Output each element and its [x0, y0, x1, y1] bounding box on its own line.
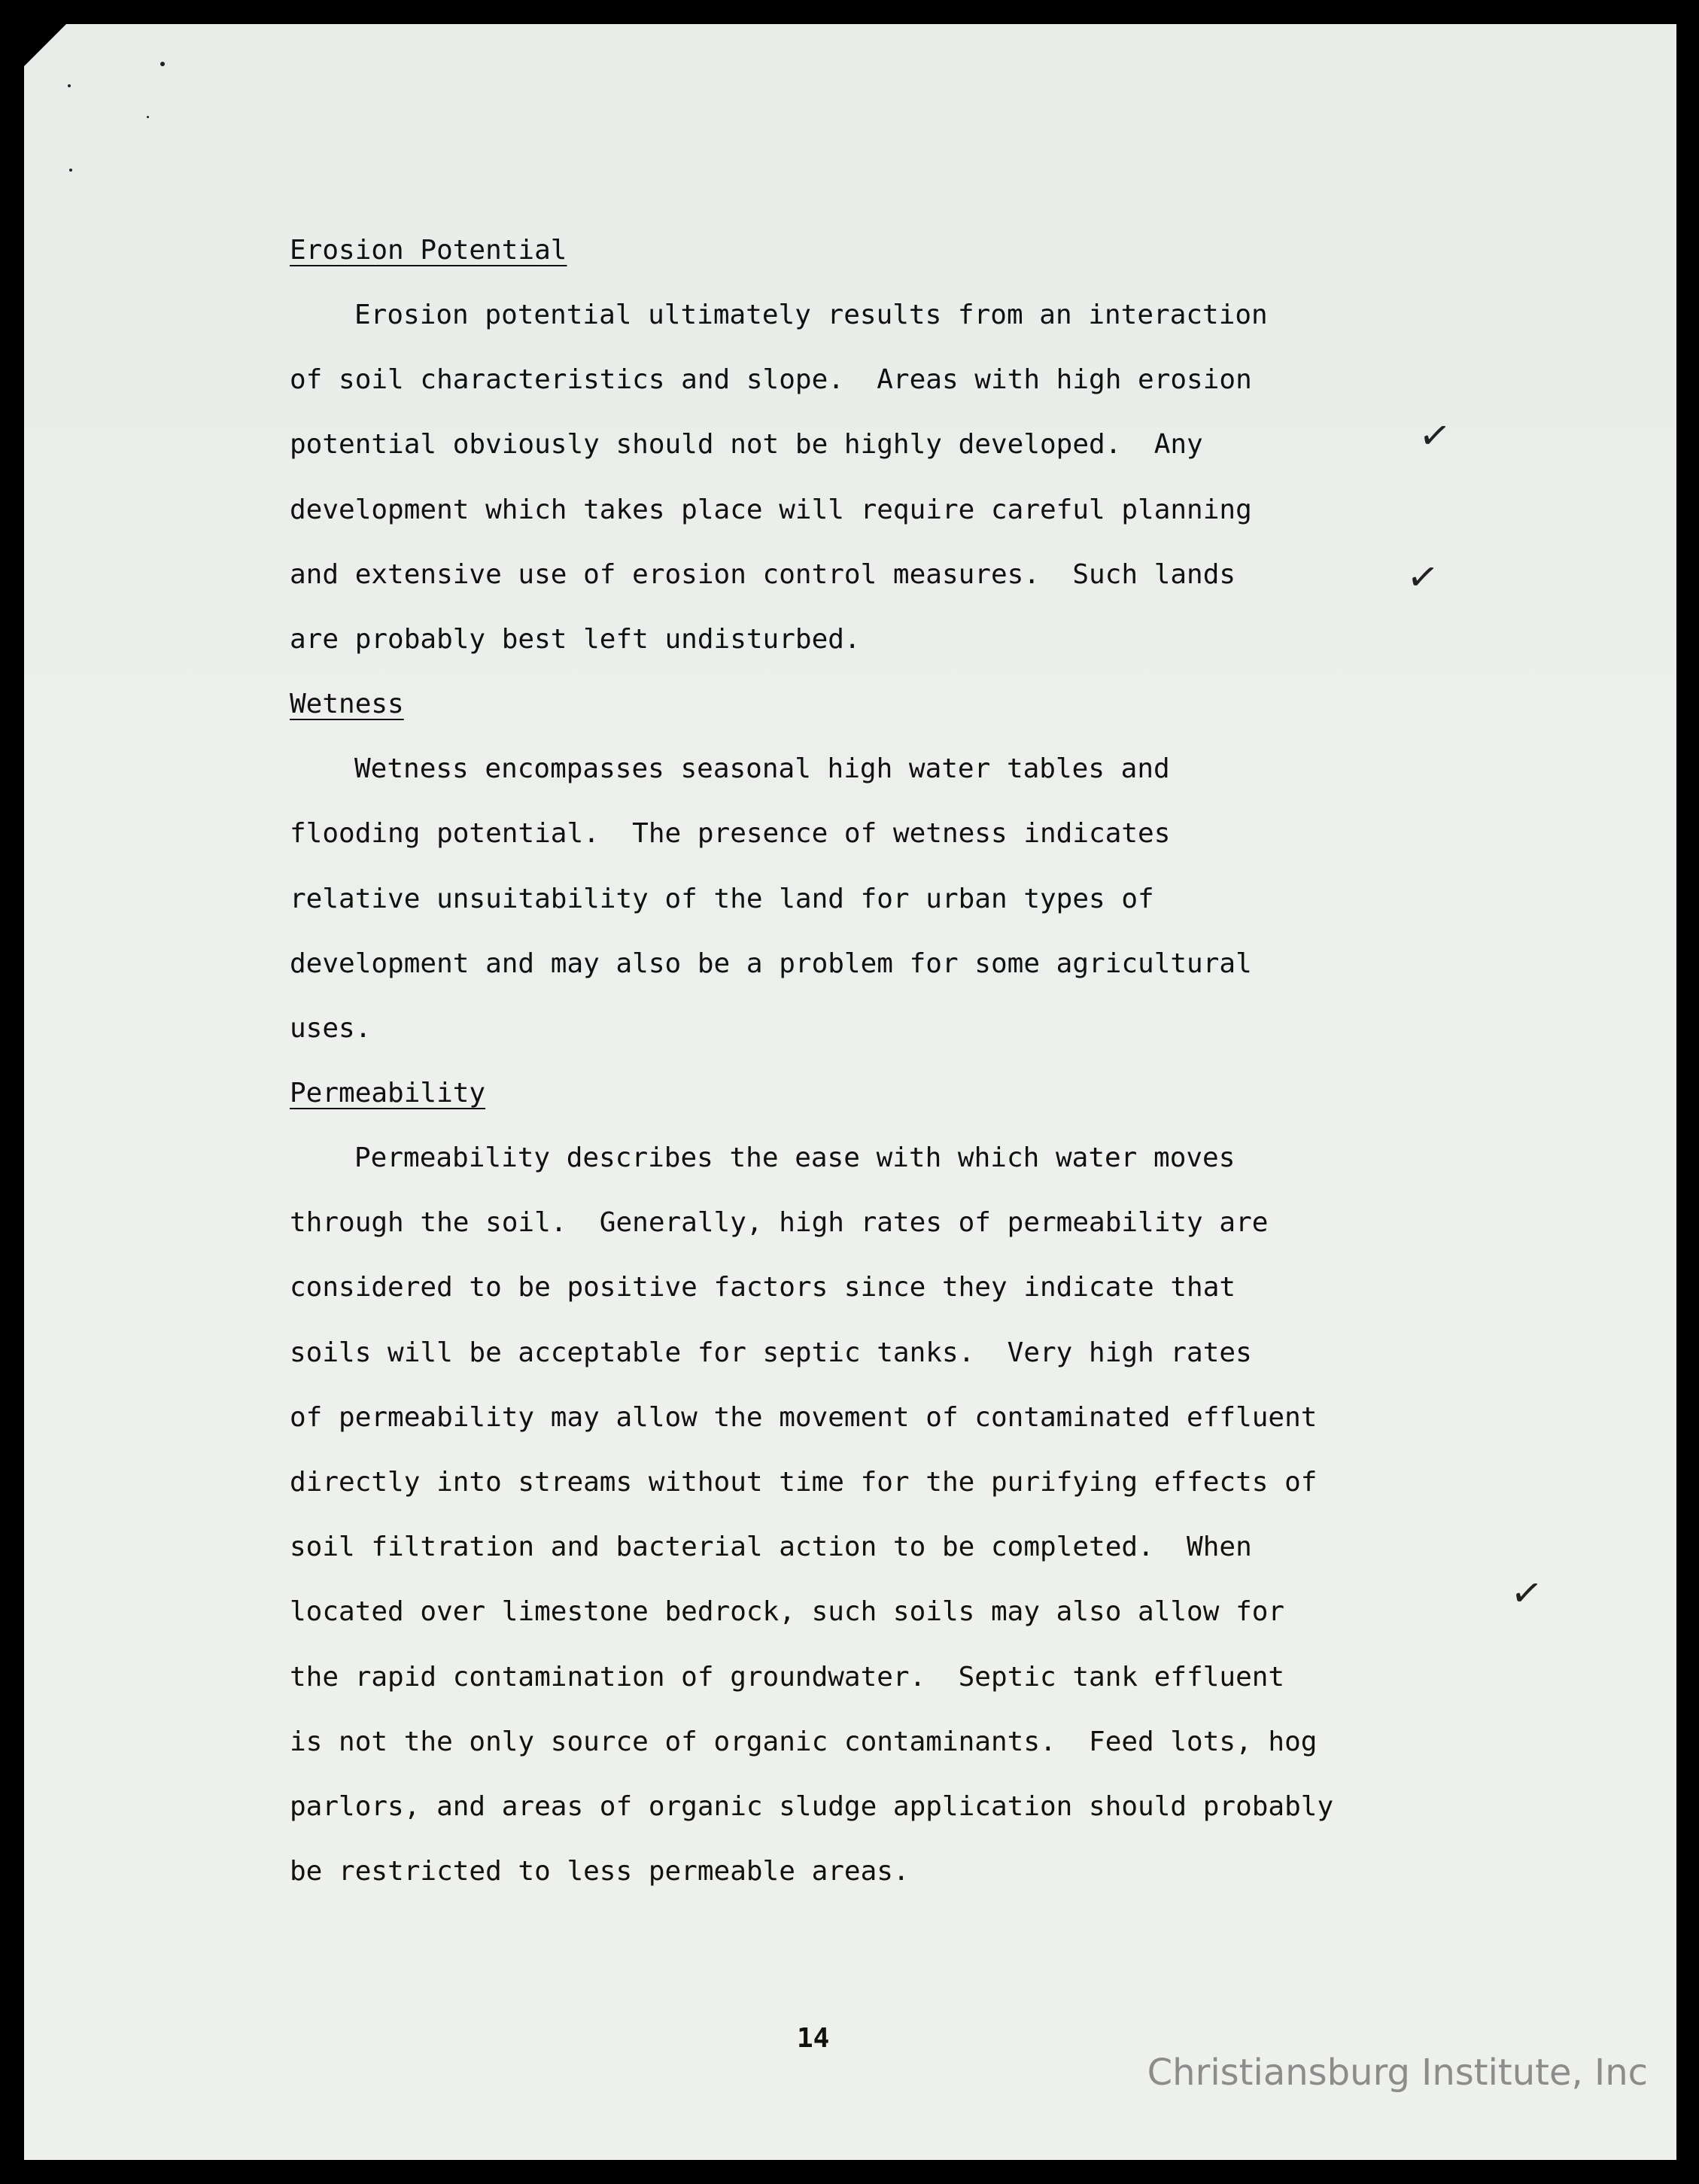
section-permeability — [290, 1061, 1433, 1904]
document-body — [290, 218, 1433, 1904]
paragraph-line: development which takes place will require careful planning — [290, 494, 1252, 525]
paragraph-line: soils will be acceptable for septic tanks. Very high rates — [290, 1337, 1252, 1368]
section-erosion-potential — [290, 218, 1433, 672]
paragraph-line: are probably best left undisturbed. — [290, 623, 861, 655]
section-heading: Permeability — [290, 1078, 486, 1109]
paragraph-line: and extensive use of erosion control measures. Such lands — [290, 558, 1236, 590]
paragraph-line: considered to be positive factors since they indicate that — [290, 1272, 1236, 1303]
checkmark-icon: ✓ — [1404, 553, 1442, 601]
speck-mark — [68, 84, 71, 87]
paragraph-line: development and may also be a problem for some agricultural — [290, 948, 1252, 979]
paragraph-line: of soil characteristics and slope. Areas with high erosion — [290, 364, 1252, 396]
speck-mark — [160, 62, 165, 66]
section-heading: Wetness — [290, 689, 404, 720]
watermark: Christiansburg Institute, Inc — [1147, 2052, 1648, 2094]
paragraph-line: flooding potential. The presence of wetness indicates — [290, 818, 1171, 850]
paragraph-line: of permeability may allow the movement of contaminated effluent — [290, 1401, 1318, 1433]
paragraph-line: is not the only source of organic contaminants. Feed lots, hog — [290, 1726, 1318, 1757]
paragraph-line: the rapid contamination of groundwater. Septic tank effluent — [290, 1661, 1285, 1693]
paragraph-line: relative unsuitability of the land for urban types of — [290, 883, 1154, 914]
checkmark-icon: ✓ — [1416, 412, 1454, 460]
paragraph-line: be restricted to less permeable areas. — [290, 1856, 910, 1887]
paragraph-line: potential obviously should not be highly developed. Any — [290, 429, 1203, 461]
paragraph-line: Wetness encompasses seasonal high water tables and — [354, 753, 1170, 785]
paragraph-line: Erosion potential ultimately results from an interaction — [354, 300, 1268, 330]
paragraph-line: located over limestone bedrock, such soils may also allow for — [290, 1596, 1285, 1628]
speck-mark — [69, 169, 72, 172]
section-heading: Erosion Potential — [290, 235, 567, 266]
paragraph-line: directly into streams without time for the purifying effects of — [290, 1467, 1318, 1498]
paragraph-line: Permeability describes the ease with which water moves — [354, 1142, 1235, 1174]
speck-mark — [147, 116, 149, 118]
checkmark-icon: ✓ — [1508, 1569, 1546, 1617]
page-number: 14 — [797, 2023, 830, 2054]
paragraph-line: through the soil. Generally, high rates of permeability are — [290, 1207, 1269, 1239]
paragraph-line: parlors, and areas of organic sludge application should probably — [290, 1790, 1334, 1822]
page-corner-fold — [24, 24, 66, 66]
paragraph-line: soil filtration and bacterial action to be completed. When — [290, 1532, 1252, 1563]
section-wetness — [290, 672, 1433, 1061]
paragraph-line: uses. — [290, 1012, 372, 1044]
